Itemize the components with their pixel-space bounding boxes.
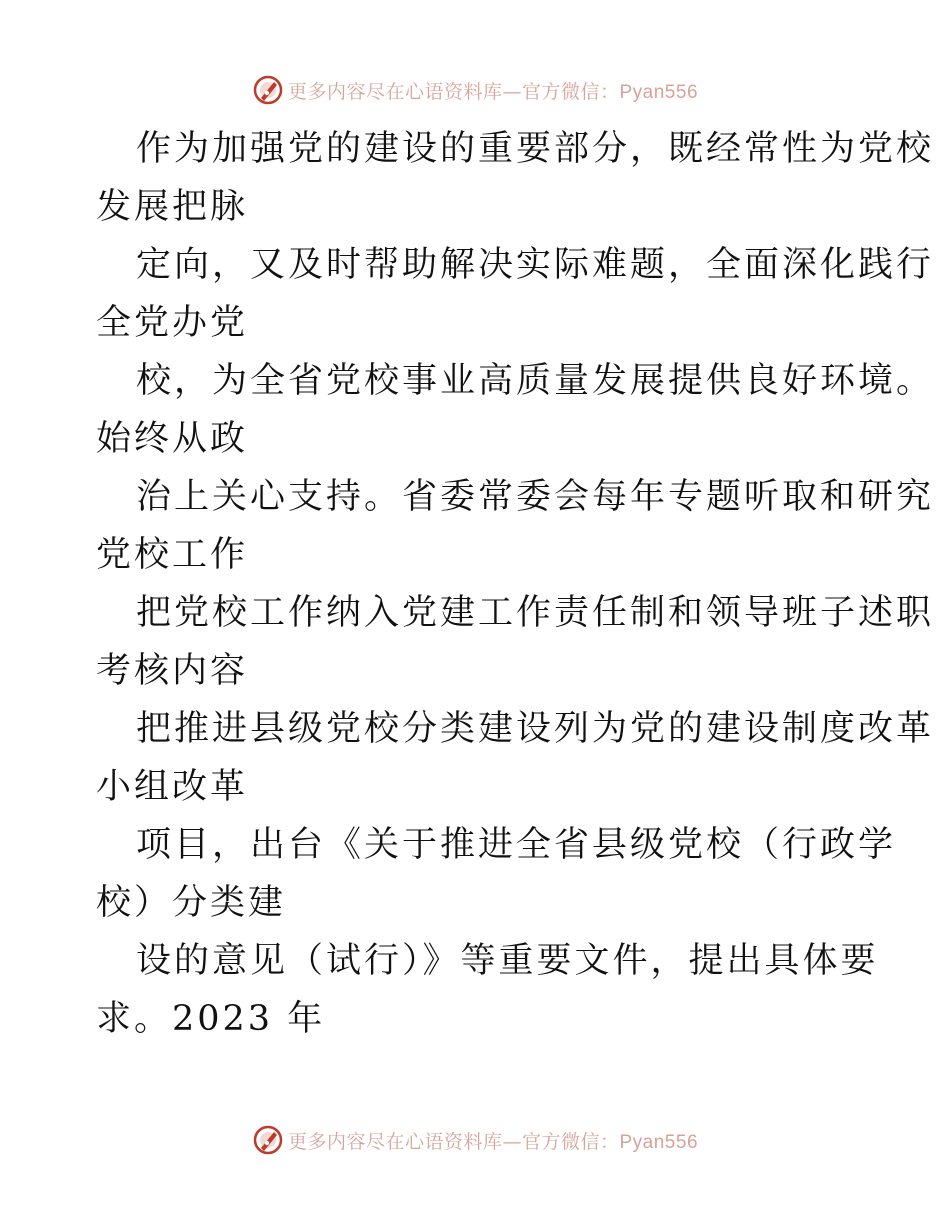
pen-nib-logo-icon [252,74,284,106]
document-body [96,120,935,1048]
footer-watermark-id: Pyan556 [619,1131,699,1153]
footer-watermark-label: 更多内容尽在心语资料库—官方微信： [287,1130,620,1153]
footer-watermark-text [288,1127,698,1154]
text-line: 作为加强党的建设的重要部分，既经常性为党校 [136,129,935,169]
text-line: 把党校工作纳入党建工作责任制和领导班子述职 [136,593,935,633]
header-watermark-label: 更多内容尽在心语资料库—官方微信： [287,80,620,103]
text-line: 校）分类建 [96,883,287,923]
text-line: 校，为全省党校事业高质量发展提供良好环境。 [136,361,935,401]
text-line: 发展把脉 [96,187,249,227]
pen-nib-logo-icon [252,1124,284,1156]
text-line: 考核内容 [96,651,249,691]
header-watermark-text [288,77,698,104]
text-line: 求。2023 年 [96,999,326,1039]
text-line: 定向，又及时帮助解决实际难题，全面深化践行 [136,245,935,285]
text-line: 全党办党 [96,303,249,343]
text-line: 设的意见（试行）》等重要文件，提出具体要 [136,941,879,981]
header-watermark-id: Pyan556 [619,81,699,103]
text-line: 始终从政 [96,419,249,459]
footer-watermark [0,1120,950,1160]
text-line: 把推进县级党校分类建设列为党的建设制度改革 [136,709,935,749]
text-line: 治上关心支持。省委常委会每年专题听取和研究 [136,477,935,517]
text-line: 小组改革 [96,767,249,807]
text-line: 项目，出台《关于推进全省县级党校（行政学 [136,825,897,865]
text-line: 党校工作 [96,535,249,575]
header-watermark [0,70,950,110]
